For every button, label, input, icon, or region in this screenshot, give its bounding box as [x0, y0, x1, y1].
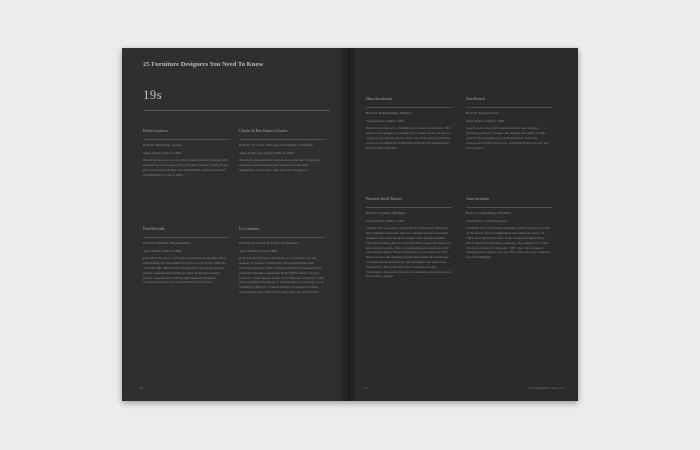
page-number: 34 [139, 386, 143, 390]
designer-entry [143, 129, 229, 178]
designer-birthplace: Born In: Innsbruck, Austria [143, 142, 182, 147]
designer-years-active: Years Active: (as a duo) 1940s to 1970s [239, 150, 295, 155]
designer-years-active: Years Active: 1947 to 1987 [143, 150, 182, 155]
decade-heading: 19s [143, 87, 162, 102]
entry-divider [239, 237, 325, 238]
designer-years-active: Years Active: 1930 to present [466, 218, 508, 223]
designer-name: Arne Jacobsen [466, 197, 489, 201]
designer-years-active: Years Active: 1914 to 1965 [239, 248, 278, 253]
entry-divider [366, 207, 452, 208]
decade-divider [143, 110, 330, 111]
designer-bio: Jean Prouvé was a self taught architect and designer. Working primarily in steel, his designs are highly sought after in the contemporary auction market. Recently rediscovered in the great post on French Flagel doctors and interrogators. [466, 126, 549, 150]
designer-birthplace: Born In: Nancy, France [466, 110, 499, 115]
designer-entry [239, 129, 325, 173]
entry-divider [466, 107, 552, 108]
entry-divider [366, 107, 452, 108]
designer-years-active: Years Active: 1924 to 1984 [466, 118, 505, 123]
designer-birthplace: Born In: St. Louis, Missouri; Sacramento, California [239, 142, 313, 147]
designer-entry [239, 227, 325, 295]
designer-years-active: Years Active: 1945 to 1969 [143, 248, 182, 253]
page-number: 35 [364, 386, 368, 390]
left-page [122, 48, 348, 401]
designer-entry [466, 97, 552, 150]
designer-name: Charles & Ray Eames (Charles… [239, 129, 292, 133]
designer-bio: Though her vase pieces and sofas are ubiquitous, Florence Knoll Bassett famously did not consider herself a furniture designer. She, and she alone would only design furniture when the existing Knoll collection did not meet the needs of her interior projects. She co-founded Knoll Associates with her husband Hans. When he died in a car accident in 1955 she took over the company and helped shape the landscape of American Modernism by introducing iconic selections designed by Harry Bertoia, Eero Saarinen, George Nakashima, Alexandre Girard and countless other masters of mid-century design. [366, 226, 452, 279]
magazine-footer: roost magazine · issue two [527, 386, 564, 390]
magazine-spread [122, 48, 578, 401]
designer-birthplace: Born In: La Chaux-de-Fonds, Switzerland [239, 240, 299, 245]
designer-years-active: Years Active: 1945 to 1965 [366, 218, 405, 223]
entry-divider [143, 237, 229, 238]
entry-divider [466, 207, 552, 208]
designer-name: Hans Swarlovan [366, 97, 392, 101]
entry-divider [143, 139, 229, 140]
article-title: 25 Furniture Designers You Need To Know [143, 61, 264, 68]
designer-name: Eileen Gorkova [143, 129, 168, 133]
designer-bio: Born Charles-Édouard Jeanneret, Le Corbusier was the pioneer of modern architecture. His experiments with furniture began in 1928 working with Pierre Jeanneret and Charlotte Perriand, and those from 1928 with the "Grand Confort". Later known as the "Le Corbusier Collection", his chair solidified his legend in seating almost as strongly as in buildings. The LC4, a chaise lounge, is perhaps the most recognizable piece that you'll learn more about that later. [239, 256, 324, 294]
designer-name: Jean Prouvé [466, 97, 485, 101]
designer-birthplace: Born In: Kokkomlaksu, Finland [366, 110, 411, 115]
right-page [348, 48, 578, 401]
designer-bio: Hans Swarlovan was a Finnish-born American architect. His most iconic design is probably the St Louis Arch, but there's a great good chance you've sat in one of his classic armchair, chairs or an almost all of his tulip table that he designed for Knoll in the early 50's. [366, 126, 452, 150]
designer-birthplace: Born In: Medford, Massachusetts [143, 240, 190, 245]
designer-years-active: Years Active: 1946 to 1961 [366, 118, 405, 123]
designer-bio: Eileen Gorkova was a late 20th century Italian Designer. He hovered the wild zones of Pop Art and dynamic forms of Art Deco and helped define Post-Modernism when he founded the Memphis Group in 1981. [143, 158, 228, 177]
designer-entry [466, 197, 552, 260]
designer-entry [366, 97, 452, 150]
designer-entry [143, 227, 229, 285]
designer-birthplace: Born In: Saginaw, Michigan [366, 210, 406, 215]
entry-divider [239, 139, 325, 140]
designer-bio: A Danish born and trained designer, Arne Jacobsen was one of the first to fuse Scandinavian and American styles. In 1941, after moving to New York, Jacobsen helped Hans Knoll launch his furniture company. He designed 15 of the 20 pieces in Knoll's catalogue "600" line. He continued designing through the 40's and 50's under his own company, Jacobsen Designs. [466, 226, 551, 260]
designer-bio: Paul McCobb was a self trained American modernist. After establishing his own studio in 1945, he was active until his death in 1969. His Planner Group line was among the best selling contemporary furniture lines of the mid-century period. Launched in 1949 by Winchendon Furniture Company this line was in production for 14 years. [143, 256, 226, 285]
designer-name: Le Corbusier [239, 227, 260, 231]
designer-name: Florence Knoll Bassett [366, 197, 402, 201]
designer-bio: America's quintessential husband and wife duo brothered creative team worked in just about every medium imaginable. They, more than any other designer… [239, 158, 320, 172]
designer-birthplace: Born In: Copenhagen, Denmark [466, 210, 511, 215]
designer-entry [366, 197, 452, 279]
designer-name: Paul McCobb [143, 227, 165, 231]
